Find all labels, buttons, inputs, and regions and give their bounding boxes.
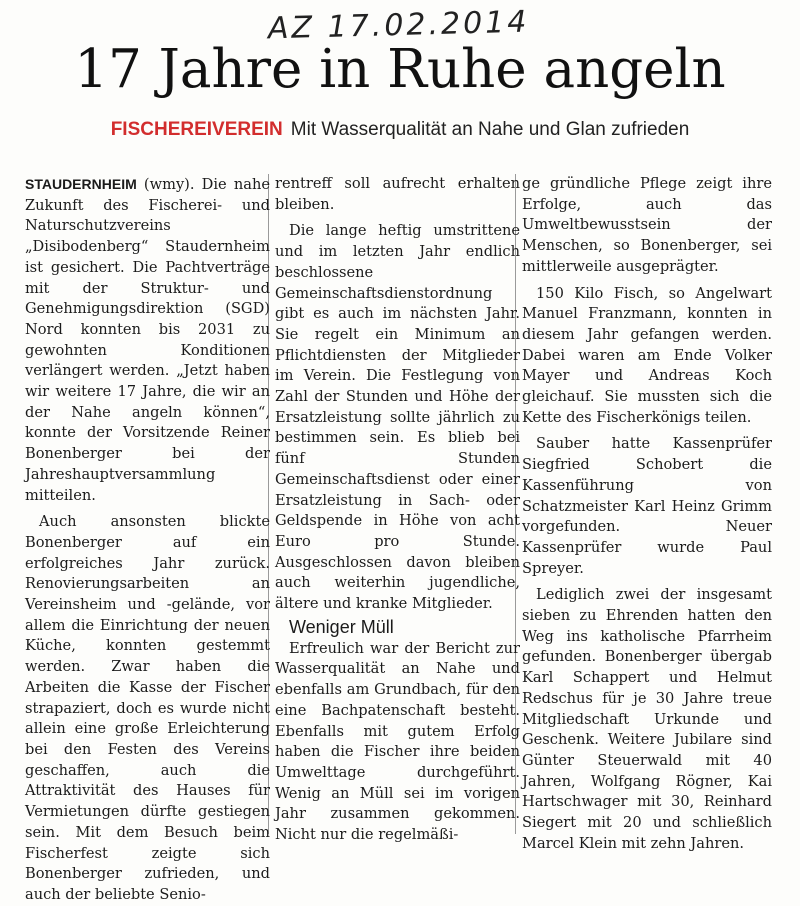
deck: Mit Wasserqualität an Nahe und Glan zufrieden (290, 119, 690, 140)
paragraph: ge gründliche Pflege zeigt ihre Erfolge, auch das Umweltbewusstsein der Menschen, so Bonenberger, sei mittlerweile ausgeprägter. (522, 175, 772, 275)
kicker: FISCHEREIVEREIN (110, 119, 283, 140)
article-column-1 (25, 174, 270, 906)
article-column-2 (275, 174, 520, 846)
paragraph: Auch ansonsten blickte Bonenberger auf ein erfolgreiches Jahr zurück. Renovierungsarbeiten an Vereinsheim und -gelände, vor allem die Einrichtung der neuen Küche, konnten gestemmt werden. Zwar haben die Arbeiten die Kasse der Fischer strapaziert, doch es wurde nicht allein eine große Erleichterung bei den Festen des Vereins geschaffen, auch die Attraktivität des Hauses für Vermietungen dürfte gestiegen sein. Mit dem Besuch beim Fischerfest zeigte sich Bonenberger zufrieden, und auch der beliebte Senio- (25, 513, 270, 903)
paragraph: 150 Kilo Fisch, so Angelwart Manuel Franzmann, konnten in diesem Jahr gefangen werden. Dabei waren am Ende Volker Mayer und Andreas Koch gleichauf. Sie mussten sich die Kette des Fischerkönigs teilen. (522, 284, 772, 426)
article-column-3 (522, 174, 772, 855)
headline: 17 Jahre in Ruhe angeln (74, 39, 726, 100)
handwritten-date-note: AZ 17.02.2014 (267, 4, 530, 47)
paragraph: Die lange heftig umstrittene und im letzten Jahr endlich beschlossene Gemeinschaftsdienstordnung gibt es auch im nächsten Jahr. Sie regelt ein Minimum an Pflichtdiensten der Mitglieder im Verein. Die Festlegung von Zahl der Stunden und Höhe der Ersatzleistung sollte jährlich zu bestimmen sein. Es blieb bei fünf Stunden Gemeinschaftsdienst oder einer Ersatzleistung in Sach- oder Geldspende in Höhe von acht Euro pro Stunde. Ausgeschlossen davon bleiben auch weiterhin jugendliche, ältere und kranke Mitglieder. (275, 222, 520, 613)
subheading: Weniger Müll (289, 616, 394, 637)
subline (0, 117, 800, 143)
paragraph: rentreff soll aufrecht erhalten bleiben. (275, 175, 520, 213)
paragraph-text: (wmy). Die nahe Zukunft des Fischerei- und Naturschutzvereins „Disibodenberg“ Staudernheim ist gesichert. Die Pachtverträge mit der Struktur- und Genehmigungsdirektion (SGD) Nord konnten bis 2031 zu gewohnten Konditionen verlängert werden. „Jetzt haben wir weitere 17 Jahre, die wir an der Nahe angeln können“, konnte der Vorsitzende Reiner Bonenberger bei der Jahreshauptversammlung mitteilen. (25, 176, 270, 504)
paragraph: Erfreulich war der Bericht zur Wasserqualität an Nahe und ebenfalls am Grundbach, für den eine Bachpatenschaft besteht. Ebenfalls mit gutem Erfolg haben die Fischer ihre beiden Umwelttage durchgeführt. Wenig an Müll sei im vorigen Jahr zusammen gekommen. Nicht nur die regelmäßi- (275, 639, 520, 844)
dateline: STAUDERNHEIM (25, 176, 137, 192)
paragraph (25, 174, 270, 506)
paragraph: Lediglich zwei der insgesamt sieben zu Ehrenden hatten den Weg ins katholische Pfarrheim gefunden. Bonenberger übergab Karl Schappert und Helmut Redschus für je 30 Jahre treue Mitgliedschaft Urkunde und Geschenk. Weitere Jubilare sind Günter Steuerwald mit 40 Jahren, Wolfgang Rögner, Kai Hartschwager mit 30, Reinhard Siegert mit 20 und schließlich Marcel Klein mit zehn Jahren. (522, 586, 772, 852)
paragraph: Sauber hatte Kassenprüfer Siegfried Schobert die Kassenführung von Schatzmeister Karl Heinz Grimm vorgefunden. Neuer Kassenprüfer wurde Paul Spreyer. (522, 435, 772, 577)
